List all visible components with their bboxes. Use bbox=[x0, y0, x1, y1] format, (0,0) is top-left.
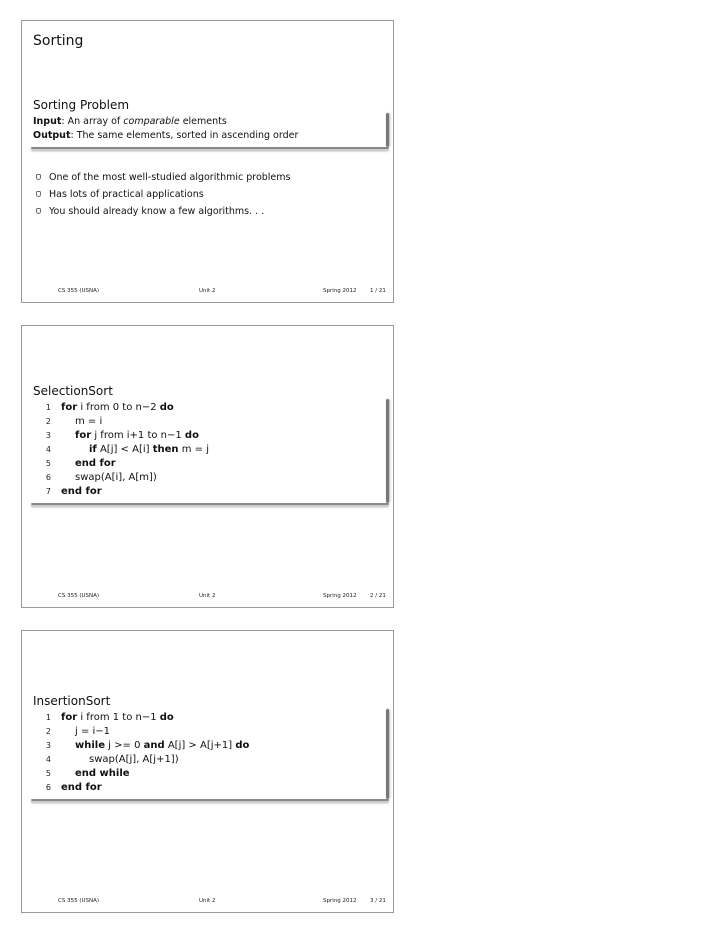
footer-course: CS 355 (USNA) bbox=[58, 898, 100, 904]
code-text: m = i bbox=[75, 416, 103, 427]
code-text: j = i−1 bbox=[75, 726, 111, 737]
code-keyword: then bbox=[152, 444, 179, 455]
input-text-pre: : An array of bbox=[61, 116, 124, 127]
sorting-problem-block bbox=[33, 97, 387, 149]
code-text: swap(A[j], A[j+1]) bbox=[89, 754, 179, 765]
code-keyword: for bbox=[75, 430, 92, 441]
code-listing bbox=[33, 711, 387, 801]
footer-unit: Unit 2 bbox=[199, 898, 216, 904]
code-line bbox=[33, 443, 387, 457]
code-keyword: for bbox=[61, 402, 78, 413]
footer-course: CS 355 (USNA) bbox=[58, 593, 100, 599]
line-number: 4 bbox=[45, 445, 51, 454]
line-number: 7 bbox=[45, 487, 51, 496]
code-listing bbox=[33, 401, 387, 505]
code-text: m = j bbox=[178, 444, 209, 455]
bullet-text: Has lots of practical applications bbox=[49, 189, 204, 200]
block-body bbox=[33, 115, 387, 149]
code-keyword: do bbox=[159, 712, 174, 723]
code-line bbox=[33, 725, 387, 739]
slide-1 bbox=[21, 20, 394, 303]
line-number: 2 bbox=[45, 417, 51, 426]
code-line bbox=[33, 485, 387, 499]
code-line bbox=[33, 753, 387, 767]
bullet-icon bbox=[36, 191, 41, 197]
line-number: 1 bbox=[45, 403, 51, 412]
code-line bbox=[33, 781, 387, 795]
code-text: i from 1 to n−1 bbox=[77, 712, 160, 723]
code-text: j >= 0 bbox=[105, 740, 144, 751]
output-text: : The same elements, sorted in ascending order bbox=[70, 130, 299, 141]
footer-page-number: 2 / 21 bbox=[370, 593, 386, 599]
line-number: 1 bbox=[45, 713, 51, 722]
slide-footer bbox=[22, 288, 393, 296]
code-keyword: while bbox=[75, 740, 105, 751]
code-line bbox=[33, 767, 387, 781]
output-line bbox=[33, 129, 387, 143]
code-keyword: for bbox=[61, 712, 78, 723]
code-keyword: end for bbox=[61, 486, 102, 497]
footer-page-number: 3 / 21 bbox=[370, 898, 386, 904]
bullet-icon bbox=[36, 174, 41, 180]
list-item bbox=[34, 186, 290, 203]
bullet-list bbox=[34, 169, 290, 220]
code-line bbox=[33, 429, 387, 443]
footer-unit: Unit 2 bbox=[199, 593, 216, 599]
selectionsort-block bbox=[33, 383, 387, 505]
list-item bbox=[34, 203, 290, 220]
insertionsort-block bbox=[33, 693, 387, 801]
code-keyword: end for bbox=[75, 458, 116, 469]
code-keyword: do bbox=[235, 740, 250, 751]
code-text: A[j] > A[j+1] bbox=[164, 740, 236, 751]
block-title: InsertionSort bbox=[33, 694, 111, 708]
bullet-text: You should already know a few algorithms. . . bbox=[49, 206, 265, 217]
line-number: 5 bbox=[45, 459, 51, 468]
input-text-emphasis: comparable bbox=[123, 116, 180, 127]
code-line bbox=[33, 711, 387, 725]
output-label: Output bbox=[33, 130, 71, 141]
footer-date: Spring 2012 bbox=[323, 898, 357, 904]
bullet-icon bbox=[36, 208, 41, 214]
code-text: swap(A[i], A[m]) bbox=[75, 472, 157, 483]
line-number: 6 bbox=[45, 783, 51, 792]
code-line bbox=[33, 471, 387, 485]
block-title: SelectionSort bbox=[33, 384, 113, 398]
line-number: 3 bbox=[45, 431, 51, 440]
code-line bbox=[33, 457, 387, 471]
slide-footer bbox=[22, 593, 393, 601]
bullet-text: One of the most well-studied algorithmic problems bbox=[49, 172, 291, 183]
slide-2 bbox=[21, 325, 394, 608]
code-line bbox=[33, 401, 387, 415]
code-line bbox=[33, 739, 387, 753]
block-title: Sorting Problem bbox=[33, 98, 130, 112]
line-number: 3 bbox=[45, 741, 51, 750]
code-text: i from 0 to n−2 bbox=[77, 402, 160, 413]
input-line bbox=[33, 115, 387, 129]
footer-date: Spring 2012 bbox=[323, 288, 357, 294]
code-keyword: do bbox=[159, 402, 174, 413]
code-keyword: if bbox=[89, 444, 97, 455]
code-keyword: end for bbox=[61, 782, 102, 793]
list-item bbox=[34, 169, 290, 186]
code-keyword: do bbox=[184, 430, 199, 441]
footer-course: CS 355 (USNA) bbox=[58, 288, 100, 294]
input-text-post: elements bbox=[179, 116, 227, 127]
line-number: 2 bbox=[45, 727, 51, 736]
footer-date: Spring 2012 bbox=[323, 593, 357, 599]
code-keyword: end while bbox=[75, 768, 130, 779]
code-line bbox=[33, 415, 387, 429]
line-number: 6 bbox=[45, 473, 51, 482]
input-label: Input bbox=[33, 116, 62, 127]
footer-unit: Unit 2 bbox=[199, 288, 216, 294]
code-keyword: and bbox=[143, 740, 165, 751]
code-text: A[j] < A[i] bbox=[96, 444, 153, 455]
footer-page-number: 1 / 21 bbox=[370, 288, 386, 294]
slide-footer bbox=[22, 898, 393, 906]
line-number: 5 bbox=[45, 769, 51, 778]
line-number: 4 bbox=[45, 755, 51, 764]
slide-title: Sorting bbox=[33, 33, 84, 49]
code-text: j from i+1 to n−1 bbox=[91, 430, 185, 441]
slide-3 bbox=[21, 630, 394, 913]
block-shadow-edge bbox=[386, 113, 389, 147]
